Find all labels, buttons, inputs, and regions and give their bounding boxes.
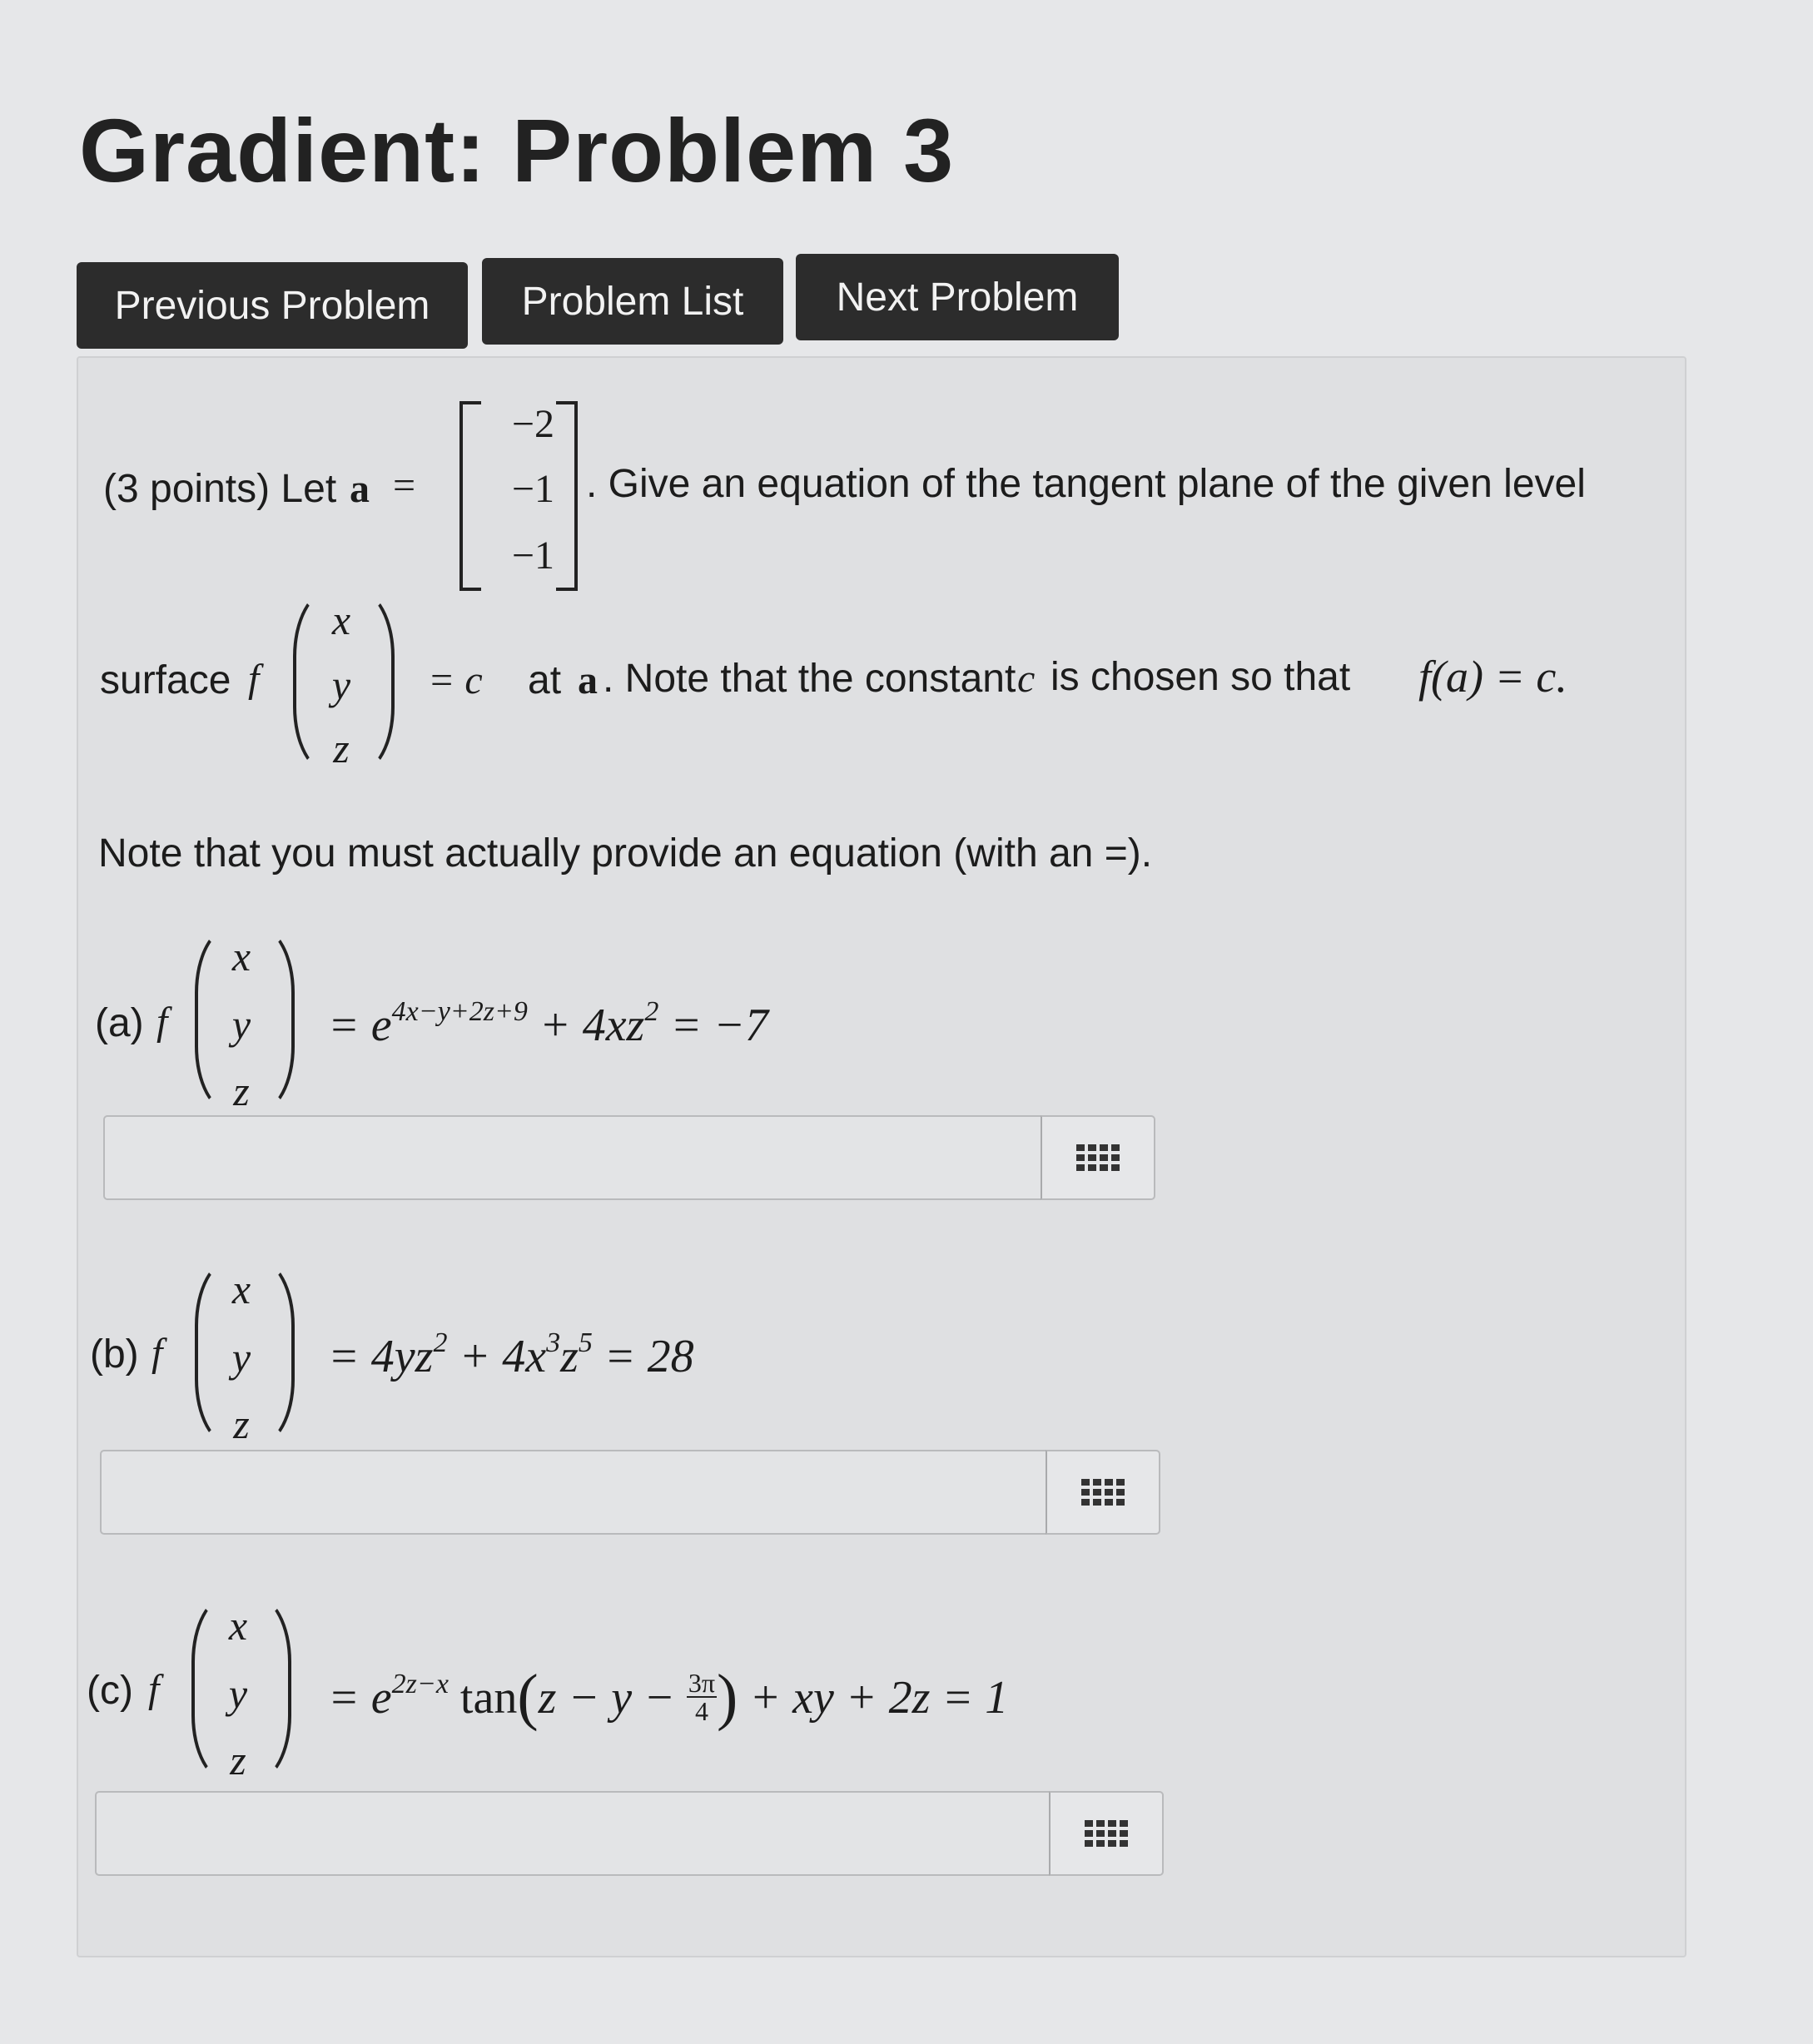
vector-bracket-right (556, 401, 578, 591)
part-a-f: f (156, 1000, 168, 1044)
part-a-answer-row (103, 1115, 1155, 1203)
part-c-tan: tan (459, 1672, 518, 1724)
part-c-frac-num: 3π (688, 1668, 716, 1699)
part-a-var-y: y (231, 1001, 251, 1048)
part-c-frac-den: 4 (694, 1696, 708, 1727)
vector-name: a (350, 467, 370, 511)
keypad-grid-icon (1081, 1479, 1125, 1506)
note-constant-text: . Note that the constant (603, 657, 1016, 701)
keypad-grid-icon (1076, 1144, 1120, 1171)
part-b-answer-input[interactable] (100, 1450, 1047, 1535)
note-equation: Note that you must actually provide an equation (with an =). (98, 831, 1153, 876)
previous-problem-button[interactable]: Previous Problem (77, 262, 468, 349)
part-c-keypad-button[interactable] (1049, 1791, 1164, 1876)
part-a-rhs: = −7 (670, 1000, 768, 1051)
fa-equals-c: f(a) = c. (1418, 652, 1567, 702)
part-b-sup-3: 5 (578, 1327, 593, 1358)
part-b-paren-right (258, 1258, 295, 1446)
part-b-term-2: + 4x (459, 1331, 547, 1382)
part-c-close-paren: ) (717, 1662, 738, 1732)
next-problem-button[interactable]: Next Problem (796, 254, 1119, 340)
at-text: at (528, 658, 562, 702)
part-a-label: (a) (95, 1001, 144, 1045)
part-b-keypad-button[interactable] (1046, 1450, 1160, 1535)
part-c-rest: + xy + 2z = 1 (749, 1672, 1009, 1724)
part-c-answer-row (95, 1791, 1164, 1879)
var-y: y (331, 662, 351, 708)
part-c-label: (c) (87, 1669, 133, 1713)
part-c-f: f (148, 1667, 160, 1711)
part-b-var-y: y (231, 1334, 251, 1381)
part-c-inner: z − y − (538, 1672, 675, 1724)
vector-entry-3: −1 (511, 533, 554, 578)
part-c-answer-input[interactable] (95, 1791, 1051, 1876)
part-a-keypad-button[interactable] (1041, 1115, 1155, 1200)
part-c-exponent: 2z−x (391, 1669, 449, 1699)
problem-list-button[interactable]: Problem List (482, 258, 783, 345)
keypad-grid-icon (1085, 1820, 1128, 1847)
point-a: a (578, 658, 598, 702)
part-c-var-z: z (230, 1737, 246, 1784)
paren-right (358, 589, 395, 774)
part-a-rest: + 4xz (539, 1000, 645, 1051)
intro-rest-text: . Give an equation of the tangent plane of the given level (586, 462, 1586, 506)
part-a-var-x: x (231, 933, 251, 980)
part-b-rhs: = 28 (604, 1331, 694, 1382)
part-a-exponent: 4x−y+2z+9 (391, 996, 528, 1027)
part-c-var-y: y (228, 1670, 248, 1717)
part-b-var-x: x (231, 1266, 251, 1312)
part-b-term-3: z (560, 1331, 579, 1382)
part-a-answer-input[interactable] (103, 1115, 1042, 1200)
part-b-sup-2: 3 (546, 1327, 561, 1358)
part-a-lhs: = e (328, 1000, 392, 1051)
surface-word: surface (100, 658, 231, 702)
function-f: f (248, 657, 260, 701)
part-b-term-1: = 4yz (328, 1331, 434, 1382)
part-c-var-x: x (228, 1602, 248, 1649)
is-chosen-text: is chosen so that (1051, 655, 1351, 699)
part-b-answer-row (100, 1450, 1160, 1538)
equals-c: = c (428, 658, 483, 702)
part-a-paren-right (258, 925, 295, 1114)
part-c-equation (328, 1661, 1008, 1734)
part-b-label: (b) (90, 1332, 139, 1377)
part-c-paren-right (255, 1595, 291, 1783)
part-a-rest-sup: 2 (644, 996, 659, 1027)
page-title: Gradient: Problem 3 (79, 100, 955, 201)
part-a-equation (328, 996, 768, 1052)
part-b-f: f (151, 1331, 163, 1375)
problem-body (77, 356, 1686, 1957)
part-b-sup-1: 2 (433, 1327, 448, 1358)
constant-c: c (1017, 657, 1036, 701)
var-z: z (333, 725, 350, 771)
part-c-open-paren: ( (517, 1662, 539, 1732)
part-b-var-z: z (233, 1401, 250, 1447)
equals-sign: = (393, 464, 416, 508)
part-a-var-z: z (233, 1068, 250, 1114)
part-b-equation (328, 1327, 694, 1383)
var-x: x (331, 597, 351, 643)
vector-entry-2: −1 (511, 467, 554, 511)
points-text: (3 points) Let (103, 467, 337, 511)
part-c-fraction (687, 1668, 717, 1727)
part-c-lhs: = e (328, 1672, 392, 1724)
vector-entry-1: −2 (511, 402, 554, 446)
